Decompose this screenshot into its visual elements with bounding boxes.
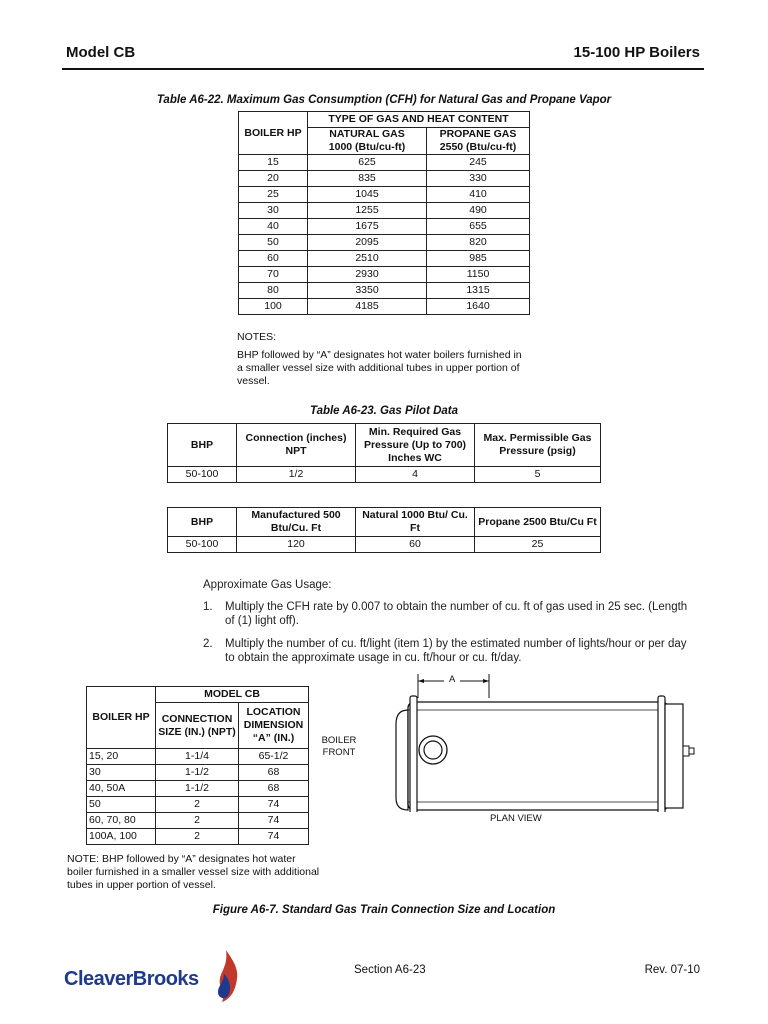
table-row [87,829,309,845]
plan-view-label: PLAN VIEW [490,813,542,824]
table-cell: 490 [427,203,530,219]
table-cell: 74 [239,813,309,829]
table-cell: 30 [239,203,308,219]
header-range: 15-100 HP Boilers [573,44,700,61]
pilot-cell: 4 [356,467,475,483]
table-cell: 655 [427,219,530,235]
table-row [239,299,530,315]
pilot-col-connection: Connection (inches) NPT [237,424,356,467]
table-cell: 985 [427,251,530,267]
conn-col-boiler: BOILER HP [87,687,156,749]
boiler-plan-view-diagram [360,672,705,812]
conn-col-model: MODEL CB [156,687,309,703]
table-cell: 1-1/2 [156,765,239,781]
table-cell: 15 [239,155,308,171]
table-cell: 835 [308,171,427,187]
table-row [239,155,530,171]
table-row [239,187,530,203]
table-cell: 2 [156,797,239,813]
gas-consumption-rows [239,155,530,315]
col-boiler-hp: BOILER HP [239,112,308,155]
table-cell: 15, 20 [87,749,156,765]
table-cell: 1045 [308,187,427,203]
table-cell: 50 [239,235,308,251]
pilot-cell: 5 [475,467,601,483]
table-cell: 20 [239,171,308,187]
usage-col-manufactured: Manufactured 500 Btu/Cu. Ft [237,508,356,537]
table-cell: 2095 [308,235,427,251]
table-cell: 40 [239,219,308,235]
table-row [239,171,530,187]
usage-col-natural: Natural 1000 Btu/ Cu. Ft [356,508,475,537]
connection-size-rows [87,749,309,845]
usage-cell: 120 [237,537,356,553]
table-row [239,203,530,219]
table-cell: 4185 [308,299,427,315]
table-cell: 100 [239,299,308,315]
table-cell: 1150 [427,267,530,283]
dimension-a-label: A [449,674,456,685]
table-cell: 65-1/2 [239,749,309,765]
usage-cell: 25 [475,537,601,553]
col-propane-gas: PROPANE GAS 2550 (Btu/cu-ft) [427,128,530,155]
pilot-col-bhp: BHP [168,424,237,467]
table-row [239,267,530,283]
table-row [87,765,309,781]
table-cell: 1-1/2 [156,781,239,797]
boiler-front-label: BOILER FRONT [321,735,357,758]
table-cell: 60 [239,251,308,267]
table-cell: 68 [239,765,309,781]
table-row [239,251,530,267]
col-gas-type: TYPE OF GAS AND HEAT CONTENT [308,112,530,128]
pilot-col-min-pressure: Min. Required Gas Pressure (Up to 700) Inches WC [356,424,475,467]
figure-caption: Figure A6-7. Standard Gas Train Connection Size and Location [212,904,556,916]
usage-col-propane: Propane 2500 Btu/Cu Ft [475,508,601,537]
usage-cell: 50-100 [168,537,237,553]
table-row [239,283,530,299]
pilot-col-max-pressure: Max. Permissible Gas Pressure (psig) [475,424,601,467]
table-cell: 330 [427,171,530,187]
table-cell: 40, 50A [87,781,156,797]
table23-caption: Table A6-23. Gas Pilot Data [309,405,459,417]
table-row [87,797,309,813]
table-cell: 1-1/4 [156,749,239,765]
usage-col-bhp: BHP [168,508,237,537]
gas-consumption-table [238,111,530,315]
conn-col-location: LOCATION DIMENSION “A” (IN.) [239,703,309,749]
table-cell: 1640 [427,299,530,315]
table-cell: 74 [239,797,309,813]
table-cell: 100A, 100 [87,829,156,845]
table-cell: 1675 [308,219,427,235]
table-row [87,813,309,829]
pilot-cell: 50-100 [168,467,237,483]
table-cell: 2 [156,813,239,829]
table22-note: BHP followed by “A” designates hot water boilers furnished in a smaller vessel size with additional tubes in upper portion of vessel. [237,349,522,387]
table-cell: 60, 70, 80 [87,813,156,829]
table-cell: 245 [427,155,530,171]
table-cell: 80 [239,283,308,299]
table-cell: 625 [308,155,427,171]
table-cell: 74 [239,829,309,845]
usage-title: Approximate Gas Usage: [203,579,332,591]
pilot-cell: 1/2 [237,467,356,483]
table-cell: 70 [239,267,308,283]
table-cell: 2 [156,829,239,845]
gas-usage-table [167,507,601,553]
connection-note: NOTE: BHP followed by “A” designates hot water boiler furnished in a smaller vessel size with additional tubes in upper portion of vessel. [67,853,320,891]
footer-section: Section A6-23 [354,964,426,976]
table-cell: 25 [239,187,308,203]
usage-cell: 60 [356,537,475,553]
table-cell: 30 [87,765,156,781]
header-model: Model CB [66,44,136,61]
col-natural-gas: NATURAL GAS 1000 (Btu/cu-ft) [308,128,427,155]
table-cell: 1315 [427,283,530,299]
table-row [239,235,530,251]
usage-list: 1. Multiply the CFH rate by 0.007 to obtain the number of cu. ft of gas used in 25 sec. (Length of (1) light off). 2. Multiply the number of cu. ft/light (item 1) by the estimated number of lights/hour or per day to obtain the approximate usage in cu. ft/hour or cu. ft/day. [203,601,688,664]
table22-notes-label: NOTES: [237,331,277,343]
conn-col-size: CONNECTION SIZE (IN.) (NPT) [156,703,239,749]
table-row [87,749,309,765]
table-row [239,219,530,235]
table-cell: 820 [427,235,530,251]
table22-caption: Table A6-22. Maximum Gas Consumption (CFH) for Natural Gas and Propane Vapor [156,94,612,106]
connection-size-table [86,686,309,845]
table-cell: 3350 [308,283,427,299]
cleaverbrooks-logo: CleaverBrooks [64,968,199,990]
flame-logo-icon [210,948,242,1004]
table-cell: 410 [427,187,530,203]
gas-pilot-table [167,423,601,483]
table-row [87,781,309,797]
table-cell: 50 [87,797,156,813]
table-cell: 2510 [308,251,427,267]
header-rule [62,68,704,70]
table-cell: 68 [239,781,309,797]
table-cell: 2930 [308,267,427,283]
table-cell: 1255 [308,203,427,219]
footer-revision: Rev. 07-10 [644,964,700,976]
